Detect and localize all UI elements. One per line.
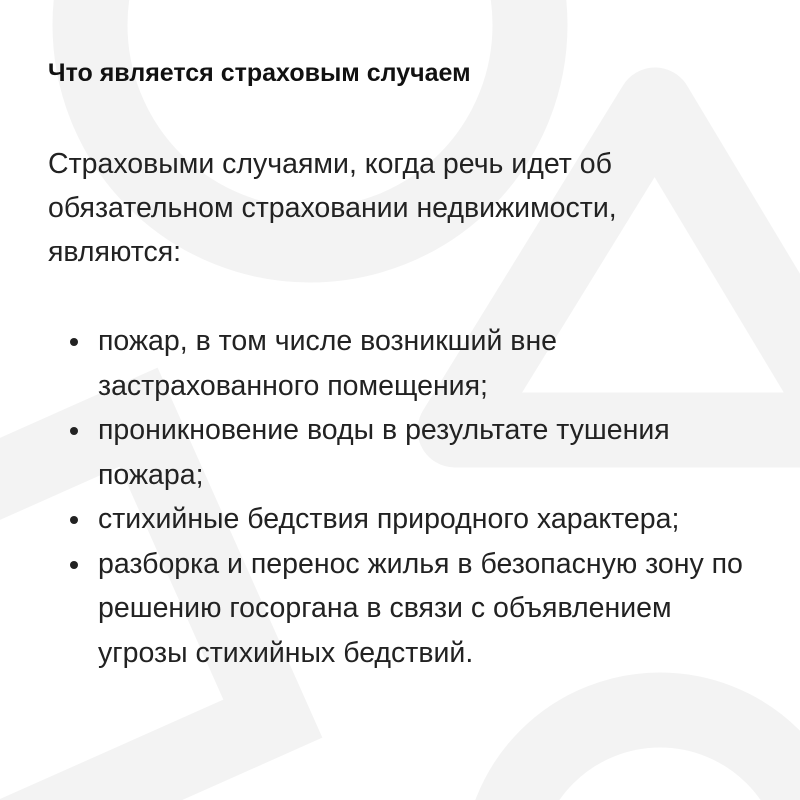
list-item bbox=[48, 542, 768, 676]
bullet-icon bbox=[70, 338, 78, 346]
intro-paragraph: Страховыми случаями, когда речь идет об обязательном страховании недвижимости, являются: bbox=[48, 148, 617, 268]
list-item bbox=[48, 319, 768, 408]
list-item-text: проникновение воды в результате тушения пожара; bbox=[98, 414, 670, 491]
bullet-icon bbox=[70, 427, 78, 435]
list-item-text: пожар, в том числе возникший вне застрахованного помещения; bbox=[98, 325, 558, 402]
bullet-list bbox=[48, 319, 768, 675]
bullet-icon bbox=[70, 516, 78, 524]
content-card bbox=[48, 0, 768, 800]
bullet-icon bbox=[70, 561, 78, 569]
list-item bbox=[48, 497, 768, 542]
list-item bbox=[48, 408, 768, 497]
list-item-text: стихийные бедствия природного характера; bbox=[98, 503, 680, 535]
page-title: Что является страховым случаем bbox=[48, 59, 471, 87]
list-item-text: разборка и перенос жилья в безопасную зону по решению госоргана в связи с объявлением угрозы стихийных бедствий. bbox=[98, 547, 743, 669]
